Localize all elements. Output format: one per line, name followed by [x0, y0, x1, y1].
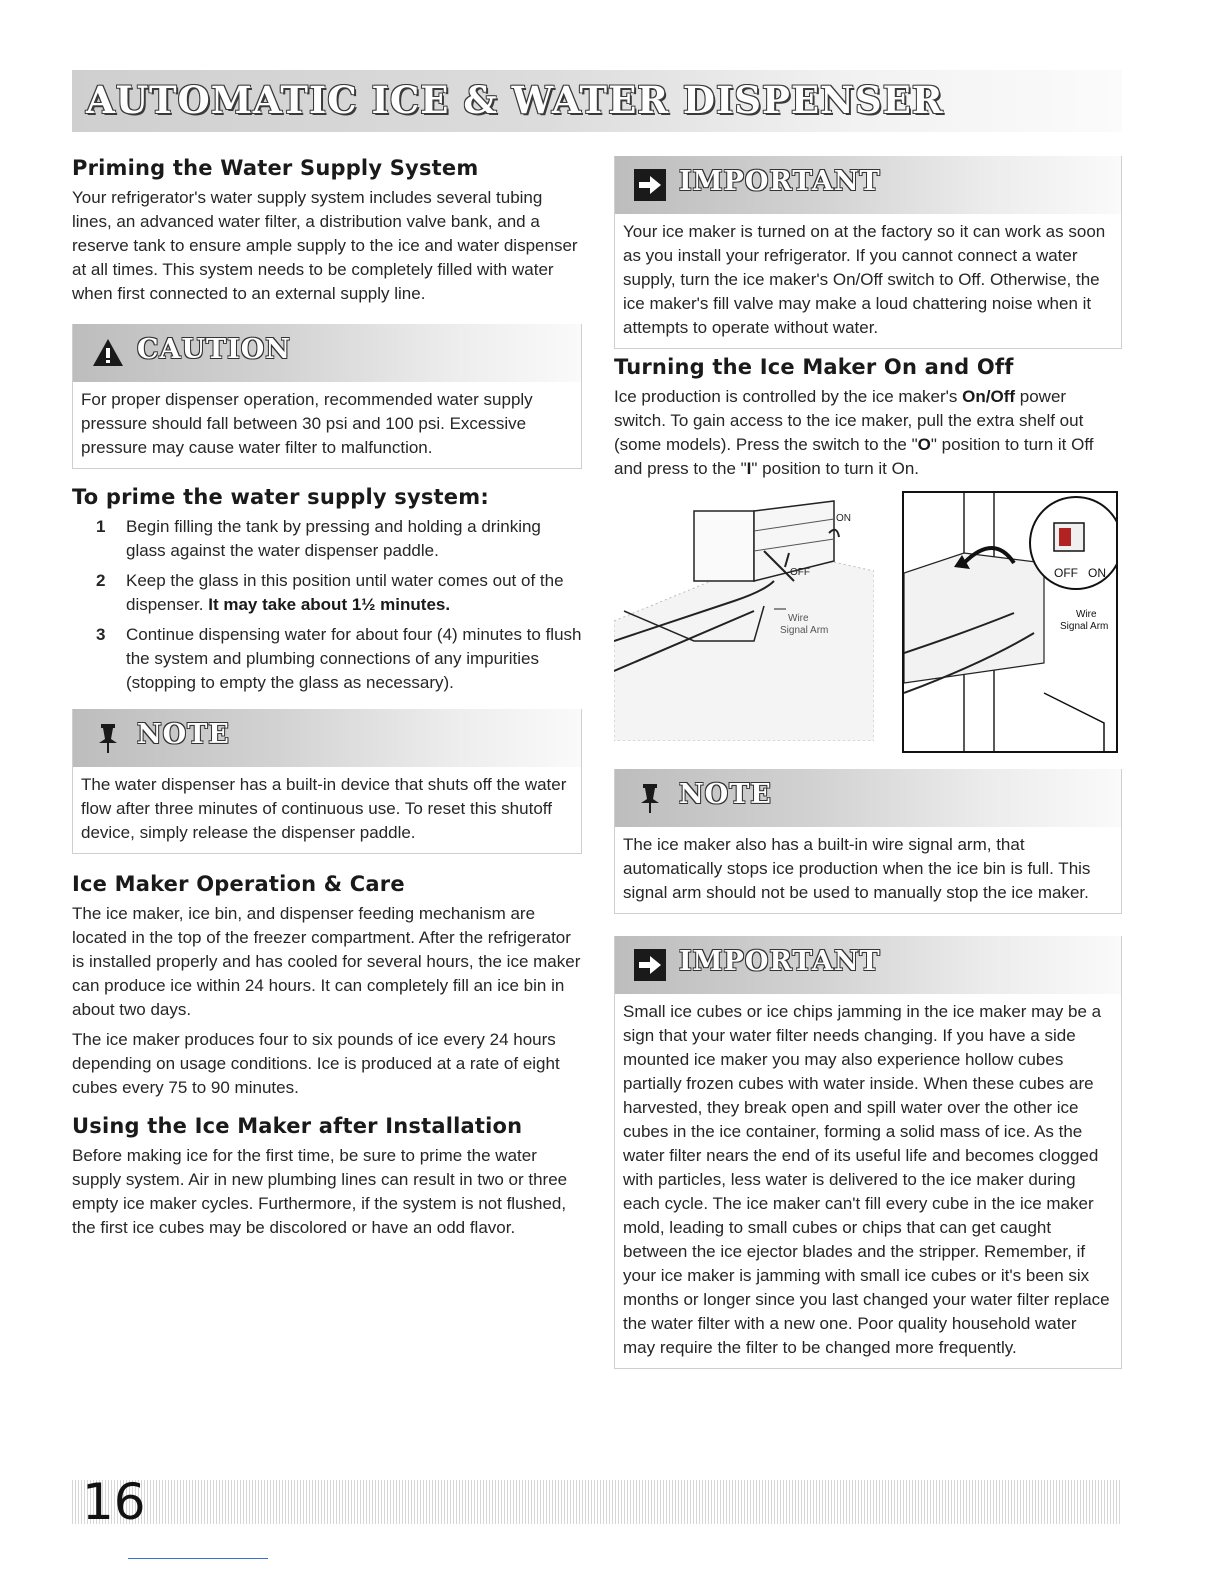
important-label: IMPORTANT [679, 946, 881, 977]
important-text: Small ice cubes or ice chips jamming in the ice maker may be a sign that your water filter needs changing. If you have a side mounted ice maker you may also experience hollow cubes partially frozen cubes with water inside. When these cubes are harvested, they break open and spill water over the other ice cubes in the ice container, forming a solid mass of ice. As the water filter nears the end of its useful life and becomes clogged with particles, less water is delivered to the ice maker during each cycle. The ice maker can't fill every cube in the ice maker mold, leading to small cubes or chips that can get caught between the ice ejector blades and the stripper. Remember, if your ice maker is jamming with small ice cubes or it's been six months or longer since you last changed your water filter replace the water filter with a new one. Poor quality household water may require the filter to be changed more frequently. [623, 1002, 1110, 1357]
turning-text-part: " position to turn it Off and press to the " [614, 435, 1094, 478]
figure-on-label: ON [836, 513, 851, 524]
important-label: IMPORTANT [679, 166, 881, 197]
ice-maker-figure [614, 491, 1122, 757]
arrow-right-icon [633, 168, 667, 202]
step-number: 2 [96, 571, 106, 590]
turning-text [614, 385, 1122, 481]
turning-heading: Turning the Ice Maker On and Off [614, 355, 1014, 379]
prime-steps-list [72, 515, 582, 695]
figure-signal-label: Signal Arm [780, 625, 829, 636]
operation-paragraph-1: The ice maker, ice bin, and dispenser feeding mechanism are located in the top of the freezer compartment. After the refrigerator is installed properly and has cooled for several hours, the ice maker can produce ice within 24 hours. It can completely fill an ice bin in about two days. [72, 904, 581, 1019]
turning-bold-o: O [917, 435, 931, 454]
note-text: The ice maker also has a built-in wire signal arm, that automatically stops ice production when the ice bin is full. This signal arm should not be used to manually stop the ice maker. [623, 835, 1091, 902]
after-install-text: Before making ice for the first time, be sure to prime the water supply system. Air in new plumbing lines can result in two or three empty ice maker cycles. Furthermore, if the system is not flushed, the first ice cubes may be discolored or have an odd flavor. [72, 1146, 568, 1237]
pushpin-icon [91, 721, 125, 755]
list-item [72, 515, 582, 563]
caution-text: For proper dispenser operation, recommended water supply pressure should fall between 30 psi and 100 psi. Excessive pressure may cause water filter to malfunction. [81, 390, 533, 457]
left-column [72, 156, 582, 1240]
list-item [72, 569, 582, 617]
priming-section [72, 156, 582, 306]
after-install-section [72, 1114, 582, 1240]
caution-bar [73, 324, 581, 382]
turning-section [614, 355, 1122, 481]
important-bar [615, 936, 1121, 994]
note-text: The water dispenser has a built-in device that shuts off the water flow after three minutes of continuous use. To reset this shutoff device, simply release the dispenser paddle. [81, 775, 567, 842]
turning-bold-onoff: On/Off [962, 387, 1016, 406]
right-column [614, 156, 1122, 1369]
step-text: Continue dispensing water for about four (4) minutes to flush the system and plumbing connections of any impurities (stopping to empty the glass as necessary). [126, 625, 582, 692]
turning-bold-i: I [746, 459, 752, 478]
operation-section [72, 872, 582, 1100]
note-bar [615, 769, 1121, 827]
note-label: NOTE [679, 779, 772, 810]
note-bar [73, 709, 581, 767]
step-text: Begin filling the tank by pressing and holding a drinking glass against the water dispenser paddle. [126, 517, 541, 560]
note-callout-left [72, 709, 582, 854]
figure-off-label: OFF [790, 567, 810, 578]
caution-callout [72, 324, 582, 469]
priming-heading: Priming the Water Supply System [72, 156, 479, 180]
warning-icon [91, 336, 125, 370]
figure-wire-label: Wire [788, 613, 809, 624]
operation-heading: Ice Maker Operation & Care [72, 872, 405, 896]
pushpin-icon [633, 781, 667, 815]
caution-label: CAUTION [137, 334, 291, 365]
step-bold-text: It may take about 1½ minutes. [208, 595, 451, 614]
turning-text-part: power switch. To gain access to the ice maker, pull the extra shelf out (some models). Press the switch to the " [614, 387, 1084, 454]
list-item [72, 623, 582, 695]
page-title: AUTOMATIC ICE & WATER DISPENSER [86, 78, 944, 122]
step-text: Keep the glass in this position until water comes out of the dispenser. [126, 571, 564, 614]
after-install-heading: Using the Ice Maker after Installation [72, 1114, 523, 1138]
zoom-wire-label: Wire [1076, 609, 1097, 620]
zoom-off-label: OFF [1054, 566, 1078, 580]
note-callout-right [614, 769, 1122, 914]
turning-text-part: " position to turn it On. [751, 459, 920, 478]
zoom-signal-label: Signal Arm [1060, 621, 1109, 632]
operation-paragraph-2: The ice maker produces four to six pounds of ice every 24 hours depending on usage conditions. Ice is produced at a rate of eight cubes every 75 to 90 minutes. [72, 1030, 560, 1097]
zoom-on-label: ON [1088, 566, 1106, 580]
ice-maker-zoom-illustration [902, 491, 1118, 753]
important-text: Your ice maker is turned on at the factory so it can work as soon as you install your refrigerator. If you cannot connect a water supply, turn the ice maker's On/Off switch to Off. Otherwise, the ice maker's fill valve may make a loud chattering noise when it attempts to operate without water. [623, 222, 1106, 337]
important-callout-1 [614, 156, 1122, 349]
step-number: 1 [96, 517, 106, 536]
page-footer-band [72, 1480, 1122, 1524]
important-callout-2 [614, 936, 1122, 1369]
important-bar [615, 156, 1121, 214]
arrow-right-icon [633, 948, 667, 982]
priming-text: Your refrigerator's water supply system includes several tubing lines, an advanced water filter, a distribution valve bank, and a reserve tank to ensure ample supply to the ice and water dispenser at all times. This system needs to be completely filled with water when first connected to an external supply line. [72, 188, 578, 303]
page-header-band [72, 70, 1122, 132]
turning-text-part: Ice production is controlled by the ice maker's [614, 387, 963, 406]
footer-divider [128, 1558, 268, 1559]
page-number: 16 [82, 1473, 146, 1531]
note-label: NOTE [137, 719, 230, 750]
ice-maker-zoom-drawing [904, 493, 1116, 751]
step-number: 3 [96, 625, 106, 644]
prime-steps-heading: To prime the water supply system: [72, 485, 489, 509]
prime-steps-section [72, 485, 582, 695]
ice-maker-illustration [614, 491, 874, 741]
